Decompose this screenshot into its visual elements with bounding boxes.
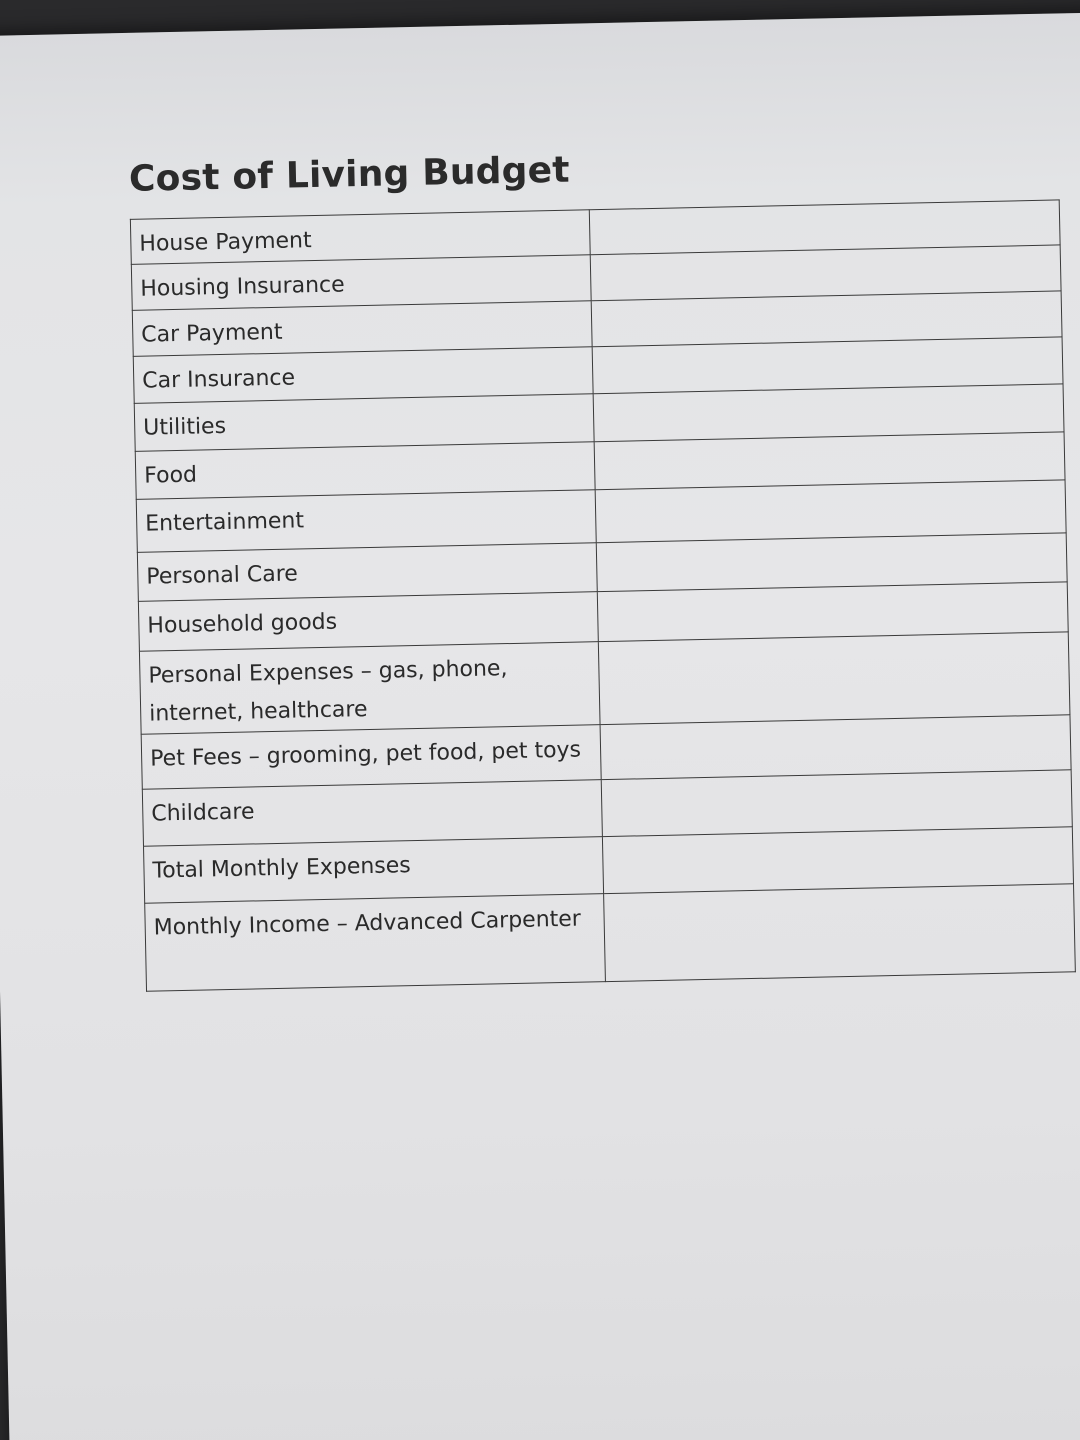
row-value-total-monthly-expenses[interactable] — [603, 827, 1074, 894]
row-label-personal-expenses: Personal Expenses – gas, phone, internet, healthcare — [139, 642, 600, 735]
row-label-childcare: Childcare — [142, 780, 602, 847]
row-value-childcare[interactable] — [601, 770, 1072, 837]
row-label-house-payment: House Payment — [130, 210, 590, 265]
row-value-pet-fees[interactable] — [600, 715, 1071, 780]
row-label-household-goods: Household goods — [138, 592, 598, 652]
budget-table — [130, 199, 1076, 991]
table-row — [145, 884, 1076, 991]
row-label-entertainment: Entertainment — [136, 490, 596, 553]
page-title: Cost of Living Budget — [128, 149, 571, 200]
row-value-monthly-income[interactable] — [604, 884, 1076, 982]
row-label-housing-insurance: Housing Insurance — [131, 255, 591, 311]
row-label-car-payment: Car Payment — [132, 301, 592, 357]
row-label-personal-expenses-detail: gas, phone, internet, healthcare — [148, 656, 508, 727]
worksheet-paper — [0, 12, 1080, 1440]
row-label-total-monthly-expenses: Total Monthly Expenses — [144, 837, 604, 904]
row-label-pet-fees: Pet Fees – grooming, pet food, pet toys — [141, 725, 601, 790]
row-label-utilities: Utilities — [134, 394, 594, 452]
row-label-monthly-income: Monthly Income – Advanced Carpenter — [145, 894, 606, 992]
row-label-pet-fees-detail: grooming, pet food, pet toys — [259, 737, 582, 770]
row-value-entertainment[interactable] — [595, 480, 1066, 543]
row-label-food: Food — [135, 442, 595, 500]
row-value-personal-expenses[interactable] — [599, 632, 1070, 725]
row-label-car-insurance: Car Insurance — [133, 347, 593, 404]
row-label-personal-care: Personal Care — [137, 543, 597, 602]
